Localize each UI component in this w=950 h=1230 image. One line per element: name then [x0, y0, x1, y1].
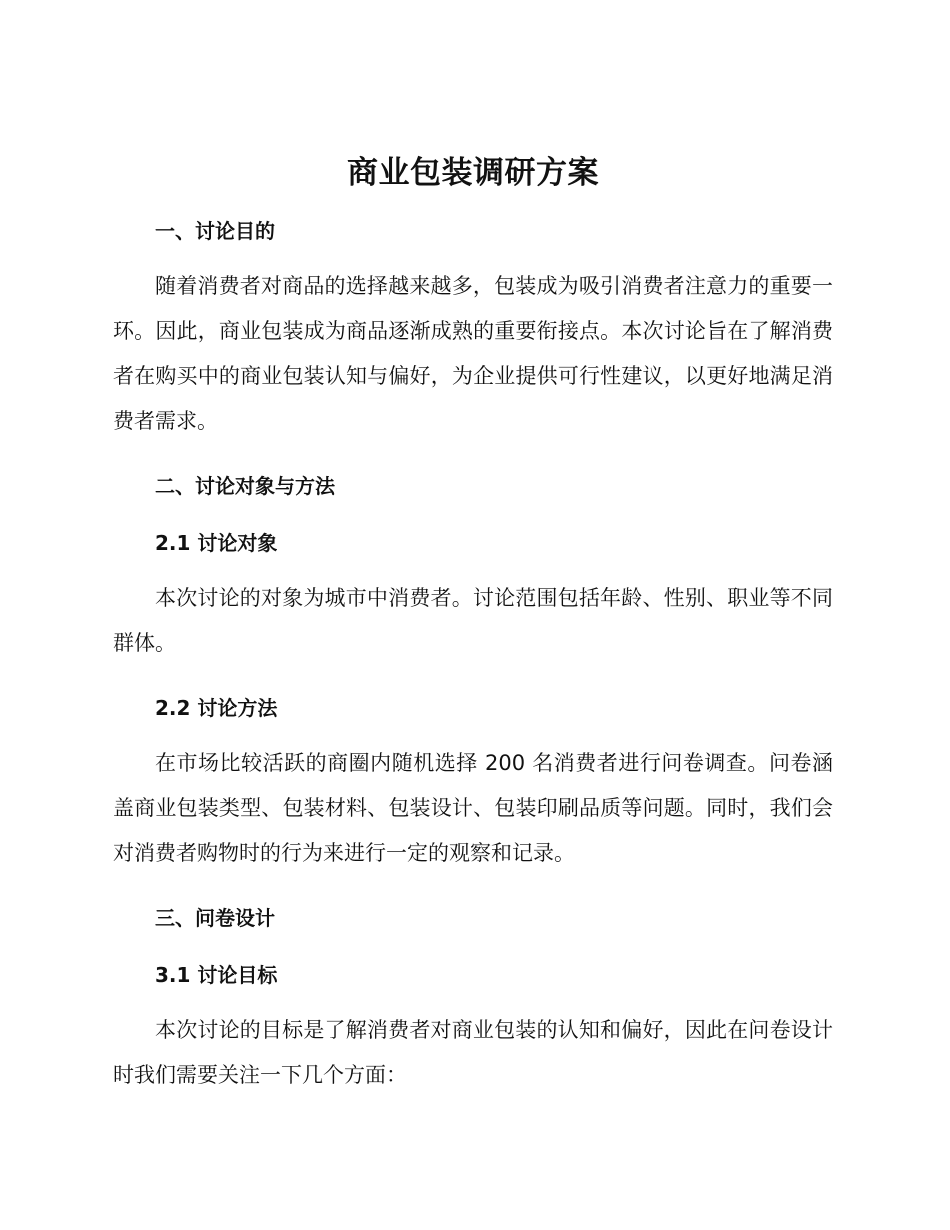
section-heading-questionnaire: 三、问卷设计 [155, 906, 275, 930]
subsection-heading-subjects: 2.1 讨论对象 [155, 531, 278, 555]
subsection-paragraph-methods: 在市场比较活跃的商圈内随机选择 200 名消费者进行问卷调查。问卷涵盖商业包装类型、包装材料、包装设计、包装印刷品质等问题。同时，我们会对消费者购物时的行为来进行一定的观察和记录。 [113, 751, 833, 865]
subsection-heading-methods: 2.2 讨论方法 [155, 696, 278, 720]
subsection-heading-goals: 3.1 讨论目标 [155, 963, 278, 987]
document-page [113, 150, 833, 1098]
section-paragraph-purpose: 随着消费者对商品的选择越来越多，包装成为吸引消费者注意力的重要一环。因此，商业包装成为商品逐渐成熟的重要衔接点。本次讨论旨在了解消费者在购买中的商业包装认知与偏好，为企业提供可行性建议，以更好地满足消费者需求。 [113, 274, 833, 433]
document-title: 商业包装调研方案 [347, 155, 599, 191]
subsection-paragraph-goals: 本次讨论的目标是了解消费者对商业包装的认知和偏好，因此在问卷设计时我们需要关注一下几个方面： [113, 1018, 833, 1087]
section-heading-purpose: 一、讨论目的 [155, 219, 275, 243]
section-heading-subjects-methods: 二、讨论对象与方法 [155, 474, 335, 498]
subsection-paragraph-subjects: 本次讨论的对象为城市中消费者。讨论范围包括年龄、性别、职业等不同群体。 [113, 586, 833, 655]
